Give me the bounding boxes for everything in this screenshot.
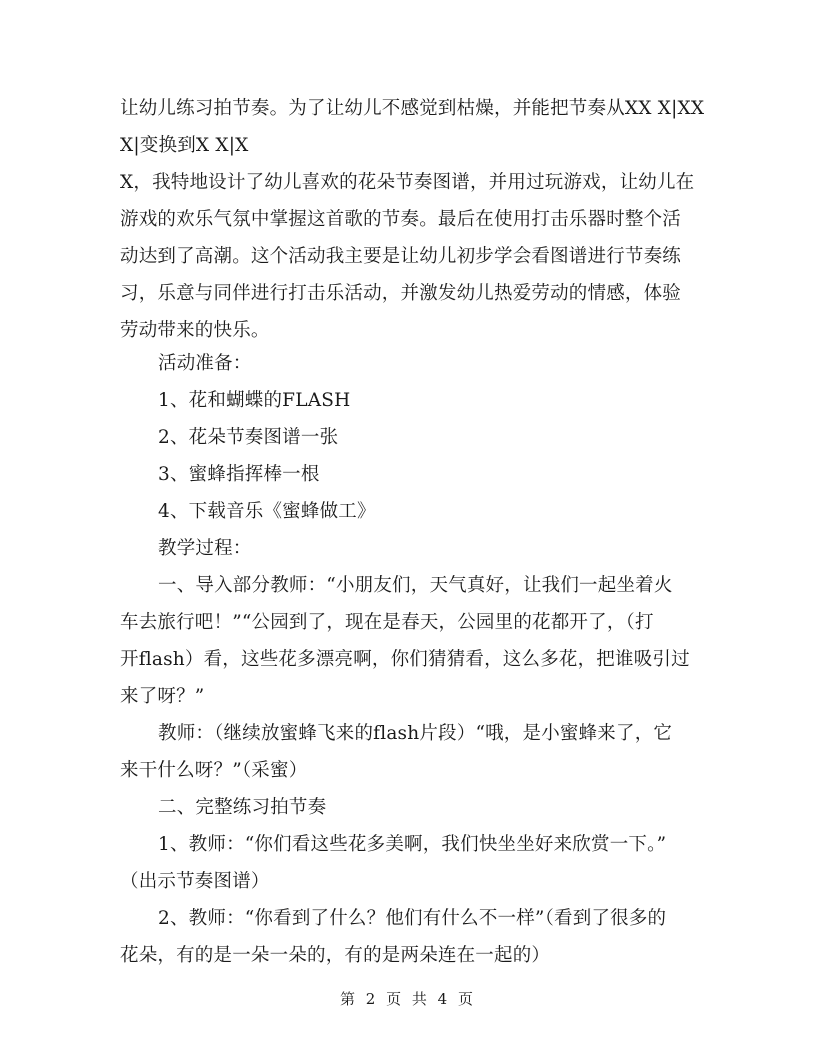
list-item: 1、花和蝴蝶的FLASH (158, 390, 351, 411)
text-line: 一、导入部分教师：“小朋友们，天气真好，让我们一起坐着火 (158, 575, 673, 596)
text-line: 让幼儿练习拍节奏。为了让幼儿不感觉到枯燥，并能把节奏从XX X|XX (120, 98, 705, 119)
text-line: 1、教师：“你们看这些花多美啊，我们快坐坐好来欣赏一下。” (158, 834, 667, 855)
text-line: 2、教师：“你看到了什么？他们有什么不一样”（看到了很多的 (158, 908, 667, 929)
text-line: 游戏的欢乐气氛中掌握这首歌的节奏。最后在使用打击乐器时整个活 (120, 209, 682, 230)
section-heading: 二、完整练习拍节奏 (158, 797, 327, 818)
text-line: 习，乐意与同伴进行打击乐活动，并激发幼儿热爱劳动的情感，体验 (120, 283, 682, 304)
page-footer: 第 2 页 共 4 页 (340, 990, 476, 1008)
text-line: （出示节奏图谱） (120, 871, 270, 892)
section-heading: 活动准备： (158, 353, 252, 374)
list-item: 4、下载音乐《蜜蜂做工》 (158, 501, 376, 522)
list-item: 3、蜜蜂指挥棒一根 (158, 464, 320, 485)
text-line: 动达到了高潮。这个活动我主要是让幼儿初步学会看图谱进行节奏练 (120, 246, 682, 267)
text-line: X，我特地设计了幼儿喜欢的花朵节奏图谱，并用过玩游戏，让幼儿在 (120, 172, 695, 193)
text-line: 教师：（继续放蜜蜂飞来的flash片段）“哦，是小蜜蜂来了，它 (158, 723, 673, 744)
text-line: 来干什么呀？”（采蜜） (120, 760, 308, 781)
list-item: 2、花朵节奏图谱一张 (158, 427, 339, 448)
text-line: 车去旅行吧！”“公园到了，现在是春天，公园里的花都开了，（打 (120, 612, 654, 633)
text-line: 开flash）看，这些花多漂亮啊，你们猜猜看，这么多花，把谁吸引过 (120, 649, 690, 670)
text-line: X|变换到X X|X (120, 135, 249, 156)
text-line: 花朵，有的是一朵一朵的，有的是两朵连在一起的） (120, 945, 551, 966)
section-heading: 教学过程： (158, 538, 252, 559)
text-line: 来了呀？” (120, 686, 205, 707)
text-line: 劳动带来的快乐。 (120, 320, 270, 341)
